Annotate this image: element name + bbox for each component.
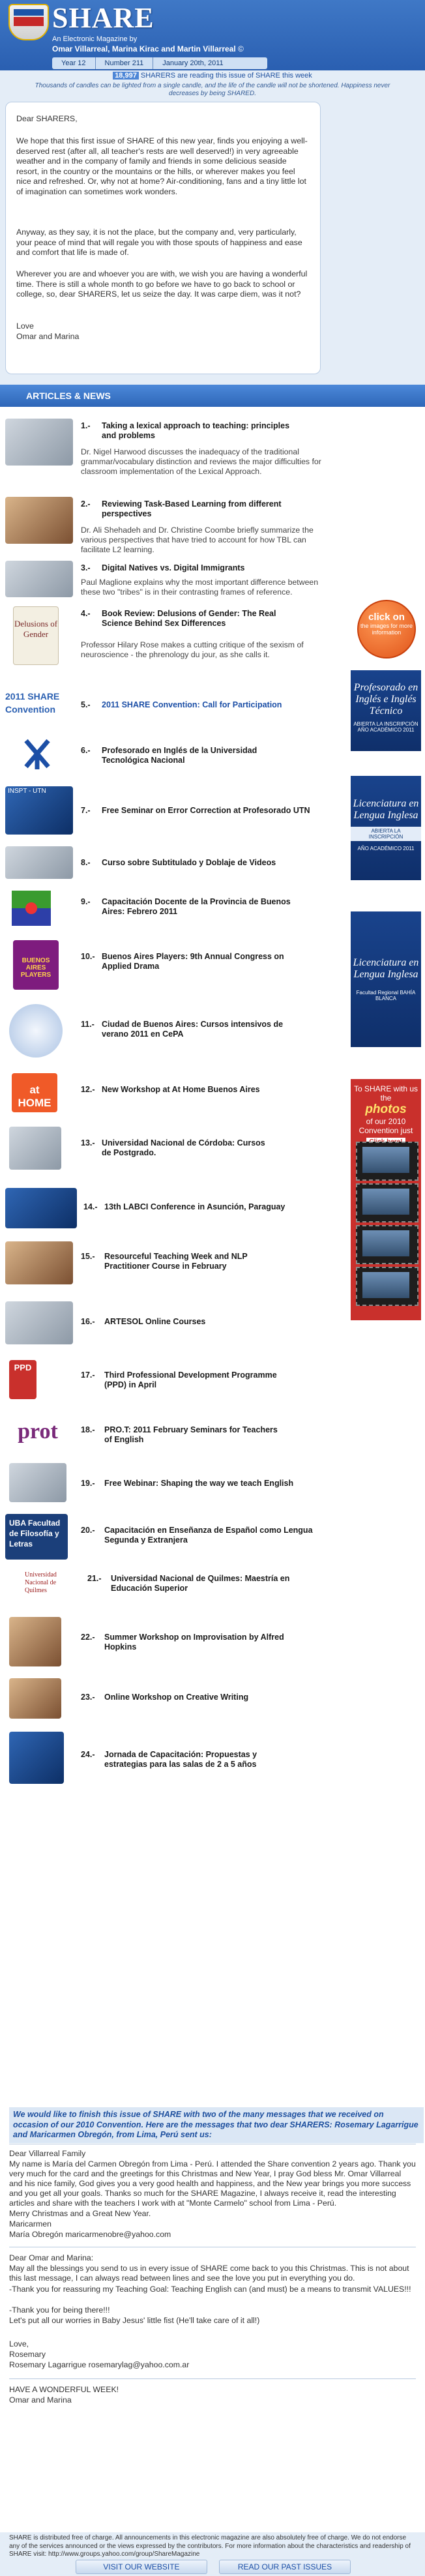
book-cover-thumbnail[interactable]: Delusions of Gender xyxy=(13,606,59,665)
readers-messages: We would like to finish this issue of SHARE with two of the many messages that we received on occasion of our 2010 Convention. Here are the messages that two dear SHARERS: Rosemary Lagarrigue and Maricarmen Obregón, from Lima, Perú sent us: Dear Villarreal Family My name is María del Carmen Obregón from Lima - Perú. I attended the Share convention 2 years ago. Thank you very much for the card and the greetings for this Christmas and New Year, I pray God bless Mr. Omar Villarreal and his nice family, God gives you a very good health and happiness, and the New year brings you more success and you get all your goals. Thanks so much for the SHARE Magazine, I always receive it, read the interesting articles and share with the teachers I work with at "Monte Carmelo" school from Lima - Perú. Merry Christmas and a Great New Year. Maricarmen María Obregón maricarmenobre@yahoo.com Dear Omar and Marina: May all the blessings you send to us in every issue of SHARE come back to you this Christmas. This is not about this last message, I can always read between lines and see the love you put in everything you do. -Thank you for reassuring my Teaching Goal: Teaching English can (and must) be a means to transmit VALUES!!! -Thank you for being there!!! Let's put all our worries in Baby Jesus' little fist (He'll take care of it all!) Love, Rosemary Rosemary Lagarrigue rosemarylag@yahoo.com.ar HAVE A WONDERFUL WEEK! Omar and Marina xyxy=(0,2102,425,2532)
article-title[interactable]: Free Seminar on Error Correction at Profesorado UTN xyxy=(102,806,310,815)
unq-logo-thumbnail[interactable]: Universidad Nacional de Quilmes xyxy=(5,1567,74,1600)
article-title[interactable]: PRO.T: 2011 February Seminars for Teachers of English xyxy=(104,1425,278,1444)
article-thumbnail[interactable] xyxy=(5,497,73,544)
articles-list: 1.- Taking a lexical approach to teaching: principles and problems Dr. Nigel Harwood discusses the inadequacy of the traditional grammar/vocabulary distinction and reviews the major difficulties for classroom implementation of the Lexical Approach. 2.- Reviewing Task-Based Learning from different perspectives Dr. Ali Shehadeh and Dr. Christine Coombe briefly summarize the various perspectives that have tried to account for how TBL can facilitate L2 learning. 3.- Digital Natives vs. Digital Immigrants Paul Maglione explains why the most important difference between these two "tribes" is in their contrasting frames of reference. Delusions of Gender 4.- Book Review: Delusions of Gender: The Real Science Behind Sex Differences Professor Hilary Rose makes a cutting critique of the sexism of neuroscience - the phrenology du jour, as she calls it. 2011 SHARE Convention 5.- 2011 SHARE Convention: Call for Participation 6.- Profesorado en Inglés de la Universidad Tecnológica Nacional INSPT - UTN 7.- Free Seminar on Error Correction at Profesorado UTN 8.- Curso sobre Subtitulado y Doblaje de Videos 9.- Capacitación Docente de la Provincia de Buenos Aires: Febrero 2011 BUENOS AIRES PLAYERS 10.- Buenos Aires Players: 9th Annual Congress on Applied Drama 11.- Ciudad de Buenos Aires: Cursos intensivos de verano 2011 en CePA at HOME 12.- New Workshop at At Home Buenos Aires 13.- Universidad Nacional de Córdoba: Cursos de Postgrado. 14.- 13th LABCI Conference in Asunción, Paraguay 15.- Resourceful Teaching Week and NLP Practitioner Course in February 16.- ARTESOL Online Courses PPD 17.- Third Professional Development Programme (PPD) in April prot 18.- PRO.T: 2011 February Seminars for Teachers of English 19.- Free Webinar: Shaping the way we teach English UBA Facultad de Filosofía y Letras 20.- Capacitación en Enseñanza de Español como Lengua Segunda y Extranjera Universidad Nacional de Quilmes 21.- Universidad Nacional de Quilmes: Maestría en Educación Superior 22.- Summer Workshop on Improvisation by Alfred Hopkins 23.- Online Workshop on Creative Writing 24.- Jornada de Capacitación: Propuestas y estrategias para las salas de 2 a 5 años xyxy=(0,407,345,2102)
editors-line: Omar Villarreal, Marina Kirac and Martin Villarreal © xyxy=(52,44,244,53)
article-title[interactable]: Capacitación en Enseñanza de Español como Lengua Segunda y Extranjera xyxy=(104,1526,313,1545)
film-photo xyxy=(356,1225,418,1264)
article-description: Paul Maglione explains why the most important difference between these two "tribes" is in their contrasting frames of reference. xyxy=(81,578,319,597)
crest-logo xyxy=(8,4,49,40)
uba-logo-thumbnail[interactable]: UBA Facultad de Filosofía y Letras xyxy=(5,1514,68,1560)
article-title[interactable]: Digital Natives vs. Digital Immigrants xyxy=(102,563,245,572)
email-address[interactable]: Rosemary Lagarrigue rosemarylag@yahoo.com.ar xyxy=(9,2360,190,2369)
readers-count-line: 18,997 SHARERS are reading this issue of SHARE this week xyxy=(0,72,425,80)
film-photo xyxy=(356,1142,418,1181)
film-photo xyxy=(356,1183,418,1222)
province-flag-thumbnail[interactable] xyxy=(12,891,51,926)
article-title[interactable]: Summer Workshop on Improvisation by Alfred Hopkins xyxy=(104,1633,284,1651)
editors-letter xyxy=(5,102,321,374)
click-for-info-badge[interactable]: click on the images for more information xyxy=(357,600,416,659)
article-thumbnail[interactable] xyxy=(9,1127,61,1170)
readers-count: 18,997 xyxy=(113,72,139,80)
letter-paragraph-1: We hope that this first issue of SHARE of this new year, finds you enjoying a well-deserved rest (after all, all teacher's rests are well deserved!) in very agreeable weather and in the company of family and friends in some delicious seaside resort, in the country or the mountains or the hills, or wherever makes you feel nice and refreshed. Or, why not at home? Air-conditioning, fans and a tiny little lot of imagination can sometimes work wonders. xyxy=(16,136,308,196)
players-logo-thumbnail[interactable]: BUENOS AIRES PLAYERS xyxy=(13,940,59,990)
article-title[interactable]: Universidad Nacional de Córdoba: Cursos de Postgrado. xyxy=(102,1138,265,1157)
visit-website-button[interactable]: VISIT OUR WEBSITE xyxy=(76,2560,207,2574)
profesorado-ad-banner[interactable]: Profesorado en Inglés e Inglés Técnico ABIERTA LA INSCRIPCIÓN AÑO ACADÉMICO 2011 xyxy=(351,670,421,751)
ppd-logo-thumbnail[interactable]: PPD xyxy=(9,1360,37,1399)
inspt-utn-thumbnail[interactable]: INSPT - UTN xyxy=(5,786,73,835)
article-thumbnail[interactable] xyxy=(9,1678,61,1719)
article-thumbnail[interactable] xyxy=(5,846,73,879)
article-description: Dr. Ali Shehadeh and Dr. Christine Coombe briefly summarize the various perspectives that have tried to account for how TBL can facilitate L2 learning. xyxy=(81,526,314,554)
letter-paragraph-3: Wherever you are and whoever you are with, we wish you are having a wonderful time. There is still a whole month to go before we have to go back to school or college, so, dear SHARERS, let us seize the day. It was carpe diem, was it not? xyxy=(16,269,308,299)
article-title[interactable]: 13th LABCI Conference in Asunción, Paraguay xyxy=(104,1202,286,1211)
email-address[interactable]: María Obregón maricarmenobre@yahoo.com xyxy=(9,2230,171,2239)
letter-greeting: Dear SHARERS, xyxy=(16,114,78,123)
article-title[interactable]: Online Workshop on Creative Writing xyxy=(104,1693,249,1702)
convention-photos-banner[interactable]: To SHARE with us the photos of our 2010 Convention just xyxy=(351,1079,421,1320)
article-title[interactable]: Reviewing Task-Based Learning from different perspectives xyxy=(102,499,282,518)
article-title[interactable]: New Workshop at At Home Buenos Aires xyxy=(102,1085,260,1094)
article-thumbnail[interactable] xyxy=(9,1617,61,1666)
magazine-title: SHARE xyxy=(52,2,154,34)
article-thumbnail[interactable] xyxy=(5,419,73,466)
article-title[interactable]: Ciudad de Buenos Aires: Cursos intensivos de verano 2011 en CePA xyxy=(102,1020,284,1039)
issue-meta-bar xyxy=(52,57,267,69)
article-thumbnail[interactable] xyxy=(5,1188,77,1228)
issue-year: Year 12 xyxy=(52,57,96,69)
articles-section-header: ARTICLES & NEWS xyxy=(0,385,425,407)
article-description: Dr. Nigel Harwood discusses the inadequacy of the traditional grammar/vocabulary distinction and reviews the major difficulties for classroom implementation of the Lexical Approach. xyxy=(81,447,321,476)
article-title[interactable]: Third Professional Development Programme (PPD) in April xyxy=(104,1370,277,1389)
magazine-subtitle: An Electronic Magazine by xyxy=(52,35,138,43)
messages-intro: We would like to finish this issue of SHARE with two of the many messages that we received on occasion of our 2010 Convention. Here are the messages that two dear SHARERS: Rosemary Lagarrigue and Maricarmen Obregón, from Lima, Perú sent us: xyxy=(9,2107,424,2143)
closing-wish: HAVE A WONDERFUL WEEK! xyxy=(9,2385,119,2394)
issue-date: January 20th, 2011 xyxy=(162,59,224,67)
candle-quote: Thousands of candles can be lighted from a single candle, and the life of the candle will not be shortened. Happiness never decreases by being SHARED. xyxy=(35,82,390,97)
article-title[interactable]: Profesorado en Inglés de la Universidad Tecnológica Nacional xyxy=(102,746,257,765)
licenciatura-ad-banner[interactable]: Licenciatura en Lengua Inglesa ABIERTA LA INSCRIPCIÓN AÑO ACADÉMICO 2011 xyxy=(351,776,421,880)
utn-logo-icon xyxy=(14,735,60,773)
masthead xyxy=(0,0,425,70)
at-home-logo-thumbnail[interactable]: at HOME xyxy=(12,1073,57,1112)
utn-logo-thumbnail[interactable] xyxy=(14,735,60,773)
prot-logo-thumbnail[interactable]: prot xyxy=(9,1414,66,1450)
article-title[interactable]: ARTESOL Online Courses xyxy=(104,1317,206,1326)
article-title[interactable]: Free Webinar: Shaping the way we teach English xyxy=(104,1479,294,1488)
flag-icon xyxy=(12,891,51,926)
letter-paragraph-2: Anyway, as they say, it is not the place, but the company and, very particularly, your peace of mind that will regale you with those spouts of happiness and ease and comfort that life is made of. xyxy=(16,228,302,258)
article-thumbnail[interactable] xyxy=(5,561,73,597)
article-title[interactable]: Universidad Nacional de Quilmes: Maestría en Educación Superior xyxy=(111,1574,290,1593)
article-thumbnail[interactable] xyxy=(5,1241,73,1284)
article-thumbnail[interactable] xyxy=(5,1301,73,1344)
share-convention-logo[interactable]: 2011 SHARE Convention xyxy=(5,690,73,720)
footer-disclaimer: SHARE is distributed free of charge. All announcements in this electronic magazine are also absolutely free of charge. We do not endorse any of the services announced or the views expressed by the contributors. For more information about the characteristics and readership of SHARE visit: http://www.groups.yahoo.com/group/ShareMagazine xyxy=(9,2534,411,2558)
article-thumbnail[interactable] xyxy=(9,1463,66,1502)
letter-signature: Omar and Marina xyxy=(16,332,80,341)
issue-number: Number 211 xyxy=(96,57,154,69)
past-issues-button[interactable]: READ OUR PAST ISSUES xyxy=(219,2560,351,2574)
article-title[interactable]: Resourceful Teaching Week and NLP Practitioner Course in February xyxy=(104,1252,248,1271)
article-title[interactable]: Jornada de Capacitación: Propuestas y estrategias para las salas de 2 a 5 años xyxy=(104,1750,257,1769)
article-title[interactable]: Curso sobre Subtitulado y Doblaje de Videos xyxy=(102,858,276,867)
article-title[interactable]: 2011 SHARE Convention: Call for Participation xyxy=(102,700,282,709)
film-photo xyxy=(356,1267,418,1306)
article-title[interactable]: Buenos Aires Players: 9th Annual Congress on Applied Drama xyxy=(102,952,284,971)
letter-closing: Love xyxy=(16,321,34,331)
bahia-blanca-ad-banner[interactable]: Licenciatura en Lengua Inglesa Facultad Regional BAHÍA BLANCA xyxy=(351,911,421,1047)
article-thumbnail[interactable] xyxy=(9,1732,64,1784)
cepa-seal-thumbnail[interactable] xyxy=(9,1004,63,1058)
article-title[interactable]: Taking a lexical approach to teaching: principles and problems xyxy=(102,421,290,440)
article-description: Professor Hilary Rose makes a cutting critique of the sexism of neuroscience - the phrenology du jour, as she calls it. xyxy=(81,640,304,659)
article-title[interactable]: Book Review: Delusions of Gender: The Real Science Behind Sex Differences xyxy=(102,609,276,628)
article-title[interactable]: Capacitación Docente de la Provincia de Buenos Aires: Febrero 2011 xyxy=(102,897,291,916)
